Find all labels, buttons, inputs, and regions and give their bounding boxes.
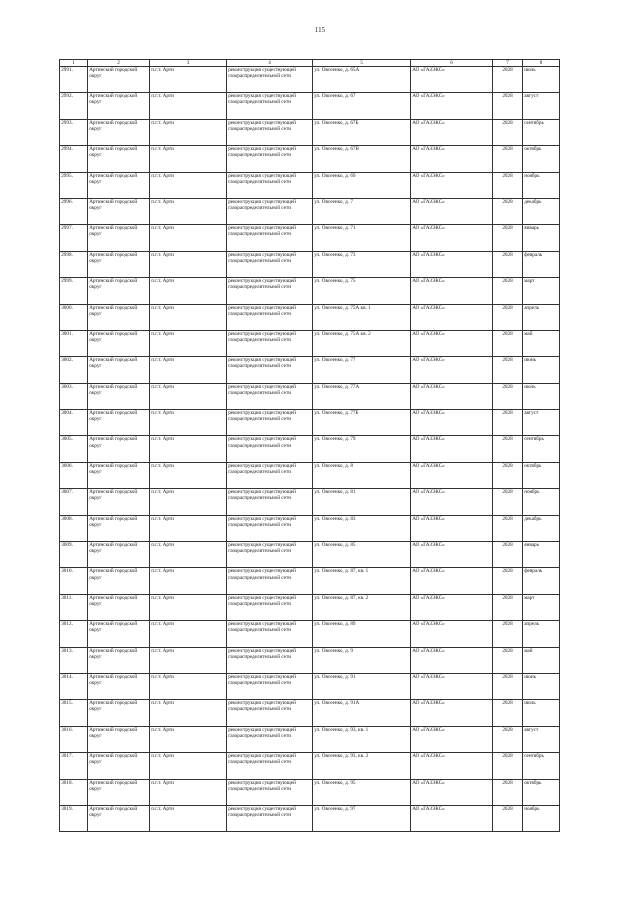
work-type-cell: реконструкция существующей газораспределительной сети [227, 67, 313, 93]
district-cell: Артинский городской округ [88, 753, 150, 779]
work-type-cell: реконструкция существующей газораспределительной сети [227, 462, 313, 488]
column-header: 1 [60, 60, 88, 67]
settlement-cell: п.г.т. Арти [150, 779, 227, 805]
year-cell: 2028 [493, 462, 523, 488]
row-number-cell: 3004. [60, 410, 88, 436]
work-type-cell: реконструкция существующей газораспределительной сети [227, 700, 313, 726]
table-row [60, 594, 560, 620]
settlement-cell: п.г.т. Арти [150, 462, 227, 488]
row-number-cell: 2997. [60, 225, 88, 251]
organization-cell: АО «ГАЗЭКС» [411, 515, 493, 541]
work-type-cell: реконструкция существующей газораспределительной сети [227, 93, 313, 119]
address-cell: ул. Овсеенко, д. 67 [313, 93, 411, 119]
organization-cell: АО «ГАЗЭКС» [411, 700, 493, 726]
row-number-cell: 2993. [60, 119, 88, 145]
row-number-cell: 3016. [60, 726, 88, 752]
address-cell: ул. Овсеенко, д. 69 [313, 172, 411, 198]
month-cell: сентябрь [523, 753, 560, 779]
district-cell: Артинский городской округ [88, 198, 150, 224]
table-row [60, 673, 560, 699]
district-cell: Артинский городской округ [88, 278, 150, 304]
year-cell: 2028 [493, 251, 523, 277]
table-row [60, 515, 560, 541]
district-cell: Артинский городской округ [88, 568, 150, 594]
settlement-cell: п.г.т. Арти [150, 700, 227, 726]
settlement-cell: п.г.т. Арти [150, 805, 227, 831]
address-cell: ул. Овсеенко, д. 87, кв. 2 [313, 594, 411, 620]
settlement-cell: п.г.т. Арти [150, 726, 227, 752]
header-row [60, 60, 560, 67]
row-number-cell: 3000. [60, 304, 88, 330]
address-cell: ул. Овсеенко, д. 87, кв. 1 [313, 568, 411, 594]
settlement-cell: п.г.т. Арти [150, 172, 227, 198]
month-cell: март [523, 594, 560, 620]
year-cell: 2028 [493, 436, 523, 462]
table-row [60, 805, 560, 831]
organization-cell: АО «ГАЗЭКС» [411, 251, 493, 277]
address-cell: ул. Овсеенко, д. 8 [313, 462, 411, 488]
row-number-cell: 2998. [60, 251, 88, 277]
organization-cell: АО «ГАЗЭКС» [411, 621, 493, 647]
settlement-cell: п.г.т. Арти [150, 594, 227, 620]
row-number-cell: 3009. [60, 542, 88, 568]
settlement-cell: п.г.т. Арти [150, 489, 227, 515]
month-cell: май [523, 647, 560, 673]
organization-cell: АО «ГАЗЭКС» [411, 726, 493, 752]
table-row [60, 330, 560, 356]
work-type-cell: реконструкция существующей газораспределительной сети [227, 436, 313, 462]
work-type-cell: реконструкция существующей газораспределительной сети [227, 383, 313, 409]
address-cell: ул. Овсеенко, д. 75А кв. 2 [313, 330, 411, 356]
row-number-cell: 3005. [60, 436, 88, 462]
year-cell: 2028 [493, 119, 523, 145]
table-row [60, 383, 560, 409]
settlement-cell: п.г.т. Арти [150, 383, 227, 409]
address-cell: ул. Овсеенко, д. 95 [313, 779, 411, 805]
year-cell: 2028 [493, 304, 523, 330]
year-cell: 2028 [493, 621, 523, 647]
organization-cell: АО «ГАЗЭКС» [411, 304, 493, 330]
district-cell: Артинский городской округ [88, 93, 150, 119]
table-body [60, 67, 560, 832]
organization-cell: АО «ГАЗЭКС» [411, 357, 493, 383]
settlement-cell: п.г.т. Арти [150, 304, 227, 330]
settlement-cell: п.г.т. Арти [150, 251, 227, 277]
row-number-cell: 3001. [60, 330, 88, 356]
table-row [60, 489, 560, 515]
organization-cell: АО «ГАЗЭКС» [411, 93, 493, 119]
table-row [60, 146, 560, 172]
row-number-cell: 3002. [60, 357, 88, 383]
address-cell: ул. Овсеенко, д. 93, кв. 1 [313, 726, 411, 752]
district-cell: Артинский городской округ [88, 594, 150, 620]
month-cell: апрель [523, 621, 560, 647]
month-cell: апрель [523, 304, 560, 330]
month-cell: ноябрь [523, 172, 560, 198]
column-header: 5 [313, 60, 411, 67]
year-cell: 2028 [493, 700, 523, 726]
column-header: 2 [88, 60, 150, 67]
address-cell: ул. Овсеенко, д. 93, кв. 2 [313, 753, 411, 779]
work-type-cell: реконструкция существующей газораспределительной сети [227, 726, 313, 752]
work-type-cell: реконструкция существующей газораспределительной сети [227, 225, 313, 251]
row-number-cell: 2994. [60, 146, 88, 172]
month-cell: май [523, 330, 560, 356]
row-number-cell: 2996. [60, 198, 88, 224]
month-cell: январь [523, 542, 560, 568]
organization-cell: АО «ГАЗЭКС» [411, 489, 493, 515]
address-cell: ул. Овсеенко, д. 73 [313, 251, 411, 277]
work-type-cell: реконструкция существующей газораспределительной сети [227, 515, 313, 541]
organization-cell: АО «ГАЗЭКС» [411, 568, 493, 594]
district-cell: Артинский городской округ [88, 673, 150, 699]
table-row [60, 542, 560, 568]
month-cell: февраль [523, 568, 560, 594]
settlement-cell: п.г.т. Арти [150, 119, 227, 145]
column-header: 4 [227, 60, 313, 67]
year-cell: 2028 [493, 278, 523, 304]
schedule-table [59, 59, 560, 832]
year-cell: 2028 [493, 330, 523, 356]
month-cell: октябрь [523, 779, 560, 805]
row-number-cell: 3017. [60, 753, 88, 779]
month-cell: декабрь [523, 198, 560, 224]
row-number-cell: 3018. [60, 779, 88, 805]
table-row [60, 700, 560, 726]
year-cell: 2028 [493, 410, 523, 436]
year-cell: 2028 [493, 383, 523, 409]
settlement-cell: п.г.т. Арти [150, 93, 227, 119]
row-number-cell: 3013. [60, 647, 88, 673]
year-cell: 2028 [493, 225, 523, 251]
organization-cell: АО «ГАЗЭКС» [411, 594, 493, 620]
settlement-cell: п.г.т. Арти [150, 146, 227, 172]
page-number: 115 [314, 26, 326, 34]
district-cell: Артинский городской округ [88, 542, 150, 568]
month-cell: ноябрь [523, 805, 560, 831]
district-cell: Артинский городской округ [88, 462, 150, 488]
row-number-cell: 3010. [60, 568, 88, 594]
address-cell: ул. Овсеенко, д. 77 [313, 357, 411, 383]
work-type-cell: реконструкция существующей газораспределительной сети [227, 172, 313, 198]
table-row [60, 568, 560, 594]
table-row [60, 779, 560, 805]
address-cell: ул. Овсеенко, д. 67В [313, 146, 411, 172]
row-number-cell: 3019. [60, 805, 88, 831]
settlement-cell: п.г.т. Арти [150, 278, 227, 304]
address-cell: ул. Овсеенко, д. 71 [313, 225, 411, 251]
column-header: 6 [411, 60, 493, 67]
district-cell: Артинский городской округ [88, 383, 150, 409]
district-cell: Артинский городской округ [88, 700, 150, 726]
work-type-cell: реконструкция существующей газораспределительной сети [227, 673, 313, 699]
work-type-cell: реконструкция существующей газораспределительной сети [227, 146, 313, 172]
address-cell: ул. Овсеенко, д. 9 [313, 647, 411, 673]
row-number-cell: 2991. [60, 67, 88, 93]
month-cell: сентябрь [523, 119, 560, 145]
month-cell: июнь [523, 357, 560, 383]
settlement-cell: п.г.т. Арти [150, 198, 227, 224]
row-number-cell: 2992. [60, 93, 88, 119]
district-cell: Артинский городской округ [88, 515, 150, 541]
table-row [60, 357, 560, 383]
work-type-cell: реконструкция существующей газораспределительной сети [227, 542, 313, 568]
organization-cell: АО «ГАЗЭКС» [411, 278, 493, 304]
settlement-cell: п.г.т. Арти [150, 515, 227, 541]
row-number-cell: 3012. [60, 621, 88, 647]
table-row [60, 251, 560, 277]
work-type-cell: реконструкция существующей газораспределительной сети [227, 278, 313, 304]
year-cell: 2028 [493, 357, 523, 383]
address-cell: ул. Овсеенко, д. 81 [313, 489, 411, 515]
month-cell: июль [523, 67, 560, 93]
year-cell: 2028 [493, 568, 523, 594]
district-cell: Артинский городской округ [88, 779, 150, 805]
district-cell: Артинский городской округ [88, 436, 150, 462]
address-cell: ул. Овсеенко, д. 75 [313, 278, 411, 304]
work-type-cell: реконструкция существующей газораспределительной сети [227, 568, 313, 594]
organization-cell: АО «ГАЗЭКС» [411, 410, 493, 436]
settlement-cell: п.г.т. Арти [150, 542, 227, 568]
organization-cell: АО «ГАЗЭКС» [411, 462, 493, 488]
month-cell: июль [523, 383, 560, 409]
year-cell: 2028 [493, 146, 523, 172]
table-row [60, 647, 560, 673]
district-cell: Артинский городской округ [88, 172, 150, 198]
organization-cell: АО «ГАЗЭКС» [411, 779, 493, 805]
district-cell: Артинский городской округ [88, 330, 150, 356]
organization-cell: АО «ГАЗЭКС» [411, 542, 493, 568]
work-type-cell: реконструкция существующей газораспределительной сети [227, 489, 313, 515]
address-cell: ул. Овсеенко, д. 67Б [313, 119, 411, 145]
organization-cell: АО «ГАЗЭКС» [411, 383, 493, 409]
work-type-cell: реконструкция существующей газораспределительной сети [227, 119, 313, 145]
row-number-cell: 3014. [60, 673, 88, 699]
column-header: 3 [150, 60, 227, 67]
settlement-cell: п.г.т. Арти [150, 621, 227, 647]
month-cell: август [523, 726, 560, 752]
address-cell: ул. Овсеенко, д. 89 [313, 621, 411, 647]
work-type-cell: реконструкция существующей газораспределительной сети [227, 251, 313, 277]
work-type-cell: реконструкция существующей газораспределительной сети [227, 805, 313, 831]
month-cell: август [523, 410, 560, 436]
year-cell: 2028 [493, 673, 523, 699]
district-cell: Артинский городской округ [88, 621, 150, 647]
address-cell: ул. Овсеенко, д. 97 [313, 805, 411, 831]
organization-cell: АО «ГАЗЭКС» [411, 753, 493, 779]
year-cell: 2028 [493, 779, 523, 805]
district-cell: Артинский городской округ [88, 146, 150, 172]
address-cell: ул. Овсеенко, д. 77А [313, 383, 411, 409]
organization-cell: АО «ГАЗЭКС» [411, 805, 493, 831]
address-cell: ул. Овсеенко, д. 65А [313, 67, 411, 93]
year-cell: 2028 [493, 753, 523, 779]
month-cell: февраль [523, 251, 560, 277]
month-cell: декабрь [523, 515, 560, 541]
district-cell: Артинский городской округ [88, 251, 150, 277]
address-cell: ул. Овсеенко, д. 79 [313, 436, 411, 462]
organization-cell: АО «ГАЗЭКС» [411, 330, 493, 356]
address-cell: ул. Овсеенко, д. 7 [313, 198, 411, 224]
row-number-cell: 3003. [60, 383, 88, 409]
year-cell: 2028 [493, 515, 523, 541]
year-cell: 2028 [493, 172, 523, 198]
organization-cell: АО «ГАЗЭКС» [411, 119, 493, 145]
address-cell: ул. Овсеенко, д. 91 [313, 673, 411, 699]
district-cell: Артинский городской округ [88, 410, 150, 436]
year-cell: 2028 [493, 594, 523, 620]
work-type-cell: реконструкция существующей газораспределительной сети [227, 647, 313, 673]
address-cell: ул. Овсеенко, д. 77Б [313, 410, 411, 436]
row-number-cell: 3015. [60, 700, 88, 726]
address-cell: ул. Овсеенко, д. 85 [313, 542, 411, 568]
month-cell: сентябрь [523, 436, 560, 462]
settlement-cell: п.г.т. Арти [150, 647, 227, 673]
table-row [60, 119, 560, 145]
district-cell: Артинский городской округ [88, 304, 150, 330]
month-cell: июль [523, 700, 560, 726]
organization-cell: АО «ГАЗЭКС» [411, 146, 493, 172]
work-type-cell: реконструкция существующей газораспределительной сети [227, 198, 313, 224]
organization-cell: АО «ГАЗЭКС» [411, 67, 493, 93]
work-type-cell: реконструкция существующей газораспределительной сети [227, 304, 313, 330]
settlement-cell: п.г.т. Арти [150, 330, 227, 356]
work-type-cell: реконструкция существующей газораспределительной сети [227, 410, 313, 436]
work-type-cell: реконструкция существующей газораспределительной сети [227, 594, 313, 620]
settlement-cell: п.г.т. Арти [150, 67, 227, 93]
work-type-cell: реконструкция существующей газораспределительной сети [227, 779, 313, 805]
district-cell: Артинский городской округ [88, 805, 150, 831]
row-number-cell: 2999. [60, 278, 88, 304]
row-number-cell: 2995. [60, 172, 88, 198]
row-number-cell: 3007. [60, 489, 88, 515]
month-cell: июнь [523, 673, 560, 699]
address-cell: ул. Овсеенко, д. 91А [313, 700, 411, 726]
settlement-cell: п.г.т. Арти [150, 753, 227, 779]
district-cell: Артинский городской округ [88, 225, 150, 251]
district-cell: Артинский городской округ [88, 489, 150, 515]
organization-cell: АО «ГАЗЭКС» [411, 647, 493, 673]
settlement-cell: п.г.т. Арти [150, 673, 227, 699]
district-cell: Артинский городской округ [88, 119, 150, 145]
table-row [60, 753, 560, 779]
table-row [60, 410, 560, 436]
organization-cell: АО «ГАЗЭКС» [411, 172, 493, 198]
year-cell: 2028 [493, 647, 523, 673]
month-cell: октябрь [523, 146, 560, 172]
settlement-cell: п.г.т. Арти [150, 357, 227, 383]
row-number-cell: 3008. [60, 515, 88, 541]
row-number-cell: 3011. [60, 594, 88, 620]
year-cell: 2028 [493, 805, 523, 831]
table-row [60, 278, 560, 304]
month-cell: март [523, 278, 560, 304]
table-row [60, 621, 560, 647]
row-number-cell: 3006. [60, 462, 88, 488]
address-cell: ул. Овсеенко, д. 75А кв. 1 [313, 304, 411, 330]
year-cell: 2028 [493, 726, 523, 752]
column-header: 7 [493, 60, 523, 67]
year-cell: 2028 [493, 67, 523, 93]
year-cell: 2028 [493, 542, 523, 568]
district-cell: Артинский городской округ [88, 357, 150, 383]
settlement-cell: п.г.т. Арти [150, 568, 227, 594]
table-row [60, 198, 560, 224]
year-cell: 2028 [493, 198, 523, 224]
district-cell: Артинский городской округ [88, 726, 150, 752]
organization-cell: АО «ГАЗЭКС» [411, 198, 493, 224]
table-row [60, 93, 560, 119]
work-type-cell: реконструкция существующей газораспределительной сети [227, 357, 313, 383]
column-header: 8 [523, 60, 560, 67]
table-row [60, 462, 560, 488]
table-row [60, 67, 560, 93]
organization-cell: АО «ГАЗЭКС» [411, 436, 493, 462]
table-row [60, 225, 560, 251]
settlement-cell: п.г.т. Арти [150, 410, 227, 436]
month-cell: август [523, 93, 560, 119]
month-cell: январь [523, 225, 560, 251]
table-row [60, 436, 560, 462]
address-cell: ул. Овсеенко, д. 83 [313, 515, 411, 541]
year-cell: 2028 [493, 489, 523, 515]
table-row [60, 172, 560, 198]
district-cell: Артинский городской округ [88, 67, 150, 93]
month-cell: октябрь [523, 462, 560, 488]
settlement-cell: п.г.т. Арти [150, 436, 227, 462]
table-row [60, 726, 560, 752]
district-cell: Артинский городской округ [88, 647, 150, 673]
organization-cell: АО «ГАЗЭКС» [411, 225, 493, 251]
settlement-cell: п.г.т. Арти [150, 225, 227, 251]
month-cell: ноябрь [523, 489, 560, 515]
table-row [60, 304, 560, 330]
organization-cell: АО «ГАЗЭКС» [411, 673, 493, 699]
work-type-cell: реконструкция существующей газораспределительной сети [227, 621, 313, 647]
work-type-cell: реконструкция существующей газораспределительной сети [227, 330, 313, 356]
work-type-cell: реконструкция существующей газораспределительной сети [227, 753, 313, 779]
year-cell: 2028 [493, 93, 523, 119]
